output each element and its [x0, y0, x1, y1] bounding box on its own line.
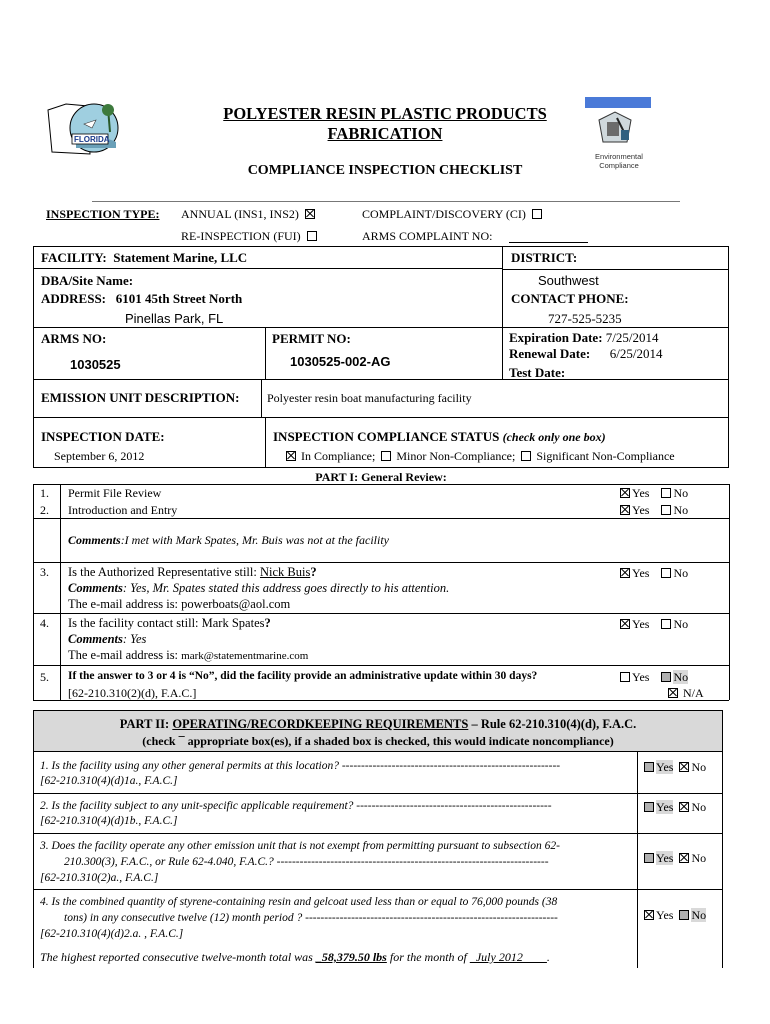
item5-no-checkbox[interactable]	[661, 672, 671, 682]
dba-label: DBA/Site Name:	[41, 273, 134, 288]
item4-email[interactable]: mark@statementmarine.com	[181, 650, 309, 662]
part1-item-1	[40, 486, 49, 501]
part2-subheading: (check ¯ appropriate box(es), if a shaded box is checked, this would indicate noncompliance)	[142, 734, 614, 748]
compliance-status-note: (check only one box)	[502, 430, 606, 444]
total-mid: for the month of	[386, 950, 470, 964]
q1-no-label: No	[691, 760, 707, 774]
item3-comments-label: Comments	[68, 581, 123, 595]
comments-text: :I met with Mark Spates, Mr. Buis was not at the facility	[120, 533, 389, 547]
item5-number: 5.	[40, 670, 49, 684]
item5-na-label: N/A	[683, 686, 704, 700]
item5-yes-checkbox[interactable]	[620, 672, 630, 682]
item3-comments: : Yes, Mr. Spates stated this address goes directly to his attention.	[122, 581, 450, 595]
item1-text: Permit File Review	[68, 486, 162, 500]
item5-rule: [62-210.310(2)(d), F.A.C.]	[68, 686, 197, 700]
in-compliance-checkbox[interactable]	[286, 451, 296, 461]
item2-no-checkbox[interactable]	[661, 505, 671, 515]
significant-noncompliance-label: Significant Non-Compliance	[536, 449, 675, 463]
compliance-status-label: INSPECTION COMPLIANCE STATUS	[273, 429, 500, 444]
q3-no-label: No	[691, 851, 707, 865]
inspection-date-value: September 6, 2012	[54, 449, 145, 463]
q2-no-label: No	[691, 800, 707, 814]
q1-no-checkbox[interactable]	[679, 762, 689, 772]
item2-yes-label: Yes	[632, 503, 650, 517]
district-label: DISTRICT:	[511, 250, 578, 265]
inspection-type-label	[46, 207, 159, 222]
arms-complaint-option	[362, 229, 492, 244]
item4-email-label: The e-mail address is:	[68, 648, 182, 662]
part2-q3-line1: 3. Does the facility operate any other emission unit that is not exempt from permitting pursuant to subsection 62-	[40, 840, 560, 852]
emission-label: EMISSION UNIT DESCRIPTION:	[41, 390, 240, 405]
minor-noncompliance-checkbox[interactable]	[381, 451, 391, 461]
page-title-line1: POLYESTER RESIN PLASTIC PRODUCTS	[223, 104, 547, 123]
item2-yes-checkbox[interactable]	[620, 505, 630, 515]
env-logo-line1: Environmental	[595, 152, 643, 161]
item4-q: ?	[264, 616, 271, 630]
part2-q4-line1: 4. Is the combined quantity of styrene-containing resin and gelcoat used less than or equal to 76,000 pounds (38	[40, 896, 558, 908]
total-month: _July 2012____	[469, 950, 547, 964]
permit-no-value: 1030525-002-AG	[290, 354, 391, 369]
renewal-label: Renewal Date:	[509, 346, 591, 361]
q4-yes-label: Yes	[656, 908, 674, 922]
annual-option[interactable]	[181, 207, 317, 222]
q1-yes-checkbox[interactable]	[644, 762, 654, 772]
in-compliance-label: In Compliance;	[301, 449, 376, 463]
district-value: Southwest	[538, 273, 599, 288]
q4-no-checkbox[interactable]	[679, 910, 689, 920]
item3-email-label: The e-mail address is:	[68, 597, 182, 611]
significant-noncompliance-checkbox[interactable]	[521, 451, 531, 461]
part2-q4-rule: [62-210.310(4)(d)2.a. , F.A.C.]	[40, 928, 184, 940]
q2-no-checkbox[interactable]	[679, 802, 689, 812]
item1-no-label: No	[673, 486, 689, 500]
item5-text: If the answer to 3 or 4 is “No”, did the facility provide an administrative update within 30 days?	[68, 670, 538, 682]
item4-no-checkbox[interactable]	[661, 619, 671, 629]
permit-no-label: PERMIT NO:	[272, 331, 351, 346]
arms-complaint-field[interactable]	[509, 242, 588, 243]
env-compliance-logo	[585, 97, 653, 173]
item3-yes-label: Yes	[632, 566, 650, 580]
part2-q2: 2. Is the facility subject to any unit-specific applicable requirement? ---------------------------------------------------	[40, 800, 552, 812]
arms-no-label: ARMS NO:	[41, 331, 107, 346]
environmental-compliance-icon	[597, 110, 633, 146]
part2-heading-post: – Rule 62-210.310(4)(d), F.A.C.	[468, 717, 637, 731]
contact-phone-label: CONTACT PHONE:	[511, 291, 629, 306]
env-logo-line2: Compliance	[599, 161, 639, 170]
item4-no-label: No	[673, 617, 689, 631]
item4-yes-label: Yes	[632, 617, 650, 631]
minor-noncompliance-label: Minor Non-Compliance;	[396, 449, 516, 463]
item3-text: Is the Authorized Representative still:	[68, 565, 260, 579]
item4-number: 4.	[40, 616, 49, 630]
item3-email[interactable]: powerboats@aol.com	[181, 597, 291, 611]
reinspection-option[interactable]	[181, 229, 319, 244]
item3-name: Nick Buis	[259, 565, 311, 579]
inspection-type-label-text: INSPECTION TYPE:	[46, 207, 160, 221]
blue-bar	[585, 97, 651, 108]
q4-yes-checkbox[interactable]	[644, 910, 654, 920]
part1-heading: PART I: General Review:	[315, 470, 447, 484]
item2-number: 2.	[40, 503, 49, 517]
part2-q3-line2: 210.300(3), F.A.C., or Rule 62-4.040, F.A.C.? -----------------------------------------------------------------------	[64, 856, 549, 868]
item3-q: ?	[310, 565, 317, 579]
item4-text: Is the facility contact still: Mark Spates	[68, 616, 265, 630]
item3-no-checkbox[interactable]	[661, 568, 671, 578]
florida-logo-text: FLORIDA	[74, 135, 110, 144]
expiration-label: Expiration Date:	[509, 330, 603, 345]
q1-yes-label: Yes	[656, 760, 674, 774]
comments-label: Comments	[68, 533, 121, 547]
q3-yes-label: Yes	[656, 851, 674, 865]
item1-number: 1.	[40, 486, 49, 500]
total-value: _58,379.50 lbs	[315, 950, 387, 964]
item5-yes-label: Yes	[632, 670, 650, 684]
test-date-label: Test Date:	[509, 365, 566, 380]
city-value: Pinellas Park, FL	[125, 311, 224, 326]
arms-complaint-label: ARMS COMPLAINT NO:	[362, 229, 493, 243]
item4-comments: : Yes	[122, 632, 147, 646]
reinspection-checkbox[interactable]	[307, 231, 317, 241]
expiration-value: 7/25/2014	[605, 330, 659, 345]
part2-heading-u: OPERATING/RECORDKEEPING REQUIREMENTS	[172, 717, 469, 731]
item1-yes-checkbox[interactable]	[620, 488, 630, 498]
address-label: ADDRESS:	[41, 291, 107, 306]
complaint-checkbox[interactable]	[532, 209, 542, 219]
arms-no-value: 1030525	[70, 357, 121, 372]
contact-phone-value: 727-525-5235	[548, 311, 622, 326]
facility-label: FACILITY:	[41, 250, 107, 265]
florida-dep-logo	[46, 102, 130, 158]
facility-name: Statement Marine, LLC	[113, 250, 248, 265]
page-title-line2: FABRICATION	[327, 124, 443, 143]
annual-checkbox[interactable]	[305, 209, 315, 219]
q3-yes-checkbox[interactable]	[644, 853, 654, 863]
total-text: The highest reported consecutive twelve-month total was	[40, 950, 316, 964]
header-rule	[92, 201, 680, 202]
q3-no-checkbox[interactable]	[679, 853, 689, 863]
item5-na-checkbox[interactable]	[668, 688, 678, 698]
renewal-value: 6/25/2014	[609, 346, 663, 361]
complaint-label: COMPLAINT/DISCOVERY (CI)	[362, 207, 526, 221]
inspection-date-label: INSPECTION DATE:	[41, 429, 165, 444]
total-end: .	[546, 950, 550, 964]
q4-no-label: No	[691, 908, 707, 922]
item3-yes-checkbox[interactable]	[620, 568, 630, 578]
item5-no-label: No	[673, 670, 689, 684]
reinspection-label: RE-INSPECTION (FUI)	[181, 229, 301, 243]
part2-q1: 1. Is the facility using any other general permits at this location? ---------------------------------------------------------	[40, 760, 561, 772]
item2-text: Introduction and Entry	[68, 503, 178, 517]
page-subtitle: COMPLIANCE INSPECTION CHECKLIST	[247, 163, 523, 178]
florida-seal-icon	[46, 102, 130, 158]
q2-yes-label: Yes	[656, 800, 674, 814]
item2-no-label: No	[673, 503, 689, 517]
part2-q3-rule: [62-210.310(2)a., F.A.C.]	[40, 872, 159, 884]
emission-value: Polyester resin boat manufacturing facility	[267, 391, 472, 405]
part2-heading-pre: PART II:	[119, 717, 173, 731]
q2-yes-checkbox[interactable]	[644, 802, 654, 812]
item4-comments-label: Comments	[68, 632, 123, 646]
part2-q2-rule: [62-210.310(4)(d)1b., F.A.C.]	[40, 815, 178, 827]
address-value: 6101 45th Street North	[115, 291, 243, 306]
item4-yes-checkbox[interactable]	[620, 619, 630, 629]
part2-q1-rule: [62-210.310(4)(d)1a., F.A.C.]	[40, 775, 178, 787]
item3-no-label: No	[673, 566, 689, 580]
part2-q4-line2: tons) in any consecutive twelve (12) month period ? ------------------------------------------------------------------	[64, 912, 558, 924]
annual-label: ANNUAL (INS1, INS2)	[181, 207, 299, 221]
item3-number: 3.	[40, 565, 49, 579]
complaint-option[interactable]	[362, 207, 544, 222]
item1-yes-label: Yes	[632, 486, 650, 500]
item1-no-checkbox[interactable]	[661, 488, 671, 498]
